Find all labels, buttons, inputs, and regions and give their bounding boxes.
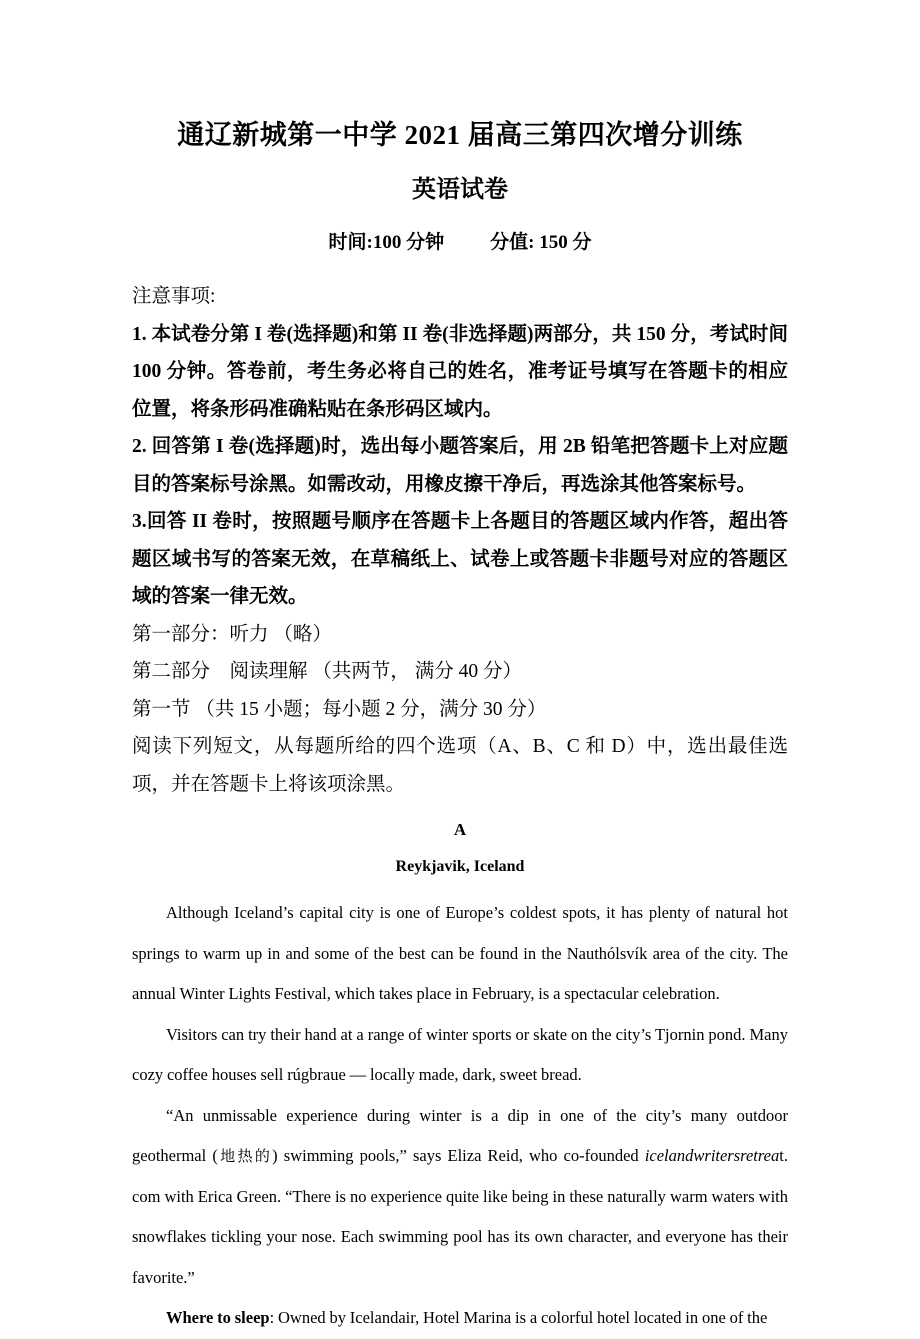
- notice-heading: 注意事项:: [132, 286, 216, 307]
- reading-instruction: 阅读下列短文，从每题所给的四个选项（A、B、C 和 D）中，选出最佳选项，并在答题卡上将该项涂黑。: [132, 736, 788, 795]
- notice-section: [132, 252, 788, 803]
- passage-paragraph-1: Although Iceland’s capital city is one of Europe’s coldest spots, it has plenty of natural hot springs to warm up in and some of the best can be found in the Nauthólsvík area of the city. The annual Winter Lights Festival, which takes place in February, is a spectacular celebration.: [132, 903, 788, 1003]
- subsection-one-heading: 第一节 （共 15 小题；每小题 2 分，满分 30 分）: [132, 698, 547, 720]
- part-two-heading: 第二部分 阅读理解 （共两节， 满分 40 分）: [132, 661, 523, 682]
- where-to-sleep-label: Where to sleep: [166, 1308, 270, 1327]
- passage-paragraph-4: [132, 1298, 788, 1339]
- exam-total-score: 分值: 150 分: [490, 232, 592, 253]
- exam-duration: 时间:100 分钟: [328, 232, 445, 253]
- where-to-sleep-text: : Owned by Icelandair, Hotel Marina is a colorful hotel located in one of the: [269, 1308, 768, 1327]
- page-subtitle: 英语试卷: [412, 177, 508, 203]
- website-name-italic: icelandwritersretrea: [644, 1146, 780, 1165]
- chinese-gloss-geothermal: 地热的: [217, 1147, 273, 1165]
- notice-item-1: 1. 本试卷分第 I 卷(选择题)和第 II 卷(非选择题)两部分，共 150 分，考试时间 100 分钟。答卷前，考生务必将自己的姓名，准考证号填写在答题卡的相应位置，将条形码准确粘贴在条形码区域内。: [132, 323, 788, 420]
- passage-body: [132, 875, 788, 1339]
- quote-text-mid: ) swimming pools,” says Eliza Reid, who co-founded: [272, 1146, 645, 1165]
- part-one-heading: 第一部分：听力 （略）: [132, 623, 332, 645]
- passage-title: Reykjavik, Iceland: [395, 858, 525, 875]
- notice-item-2: 2. 回答第 I 卷(选择题)时，选出每小题答案后，用 2B 铅笔把答题卡上对应题目的答案标号涂黑。如需改动，用橡皮擦干净后，再选涂其他答案标号。: [132, 436, 788, 495]
- quote-text-tail: t. com with Erica Green. “There is no experience quite like being in these naturally warm waters with snowflakes tickling your nose. Each swimming pool has its own character, and everyone has their favorite.”: [132, 1146, 788, 1287]
- passage-letter: A: [453, 820, 467, 839]
- page-title: 通辽新城第一中学 2021 届高三第四次增分训练: [177, 120, 743, 150]
- notice-item-3: 3.回答 II 卷时，按照题号顺序在答题卡上各题目的答题区域内作答，超出答题区域书写的答案无效，在草稿纸上、试卷上或答题卡非题号对应的答题区域的答案一律无效。: [132, 511, 788, 607]
- exam-meta-line: [132, 202, 788, 252]
- quote-text-lead: “An unmissable experience during winter is a dip in one of the city’s many outdoor geothermal (: [132, 1105, 788, 1165]
- passage-paragraph-3: [132, 1096, 788, 1299]
- passage-paragraph-2: Visitors can try their hand at a range of winter sports or skate on the city’s Tjornin pond. Many cozy coffee houses sell rúgbraue — locally made, dark, sweet bread.: [132, 1024, 788, 1084]
